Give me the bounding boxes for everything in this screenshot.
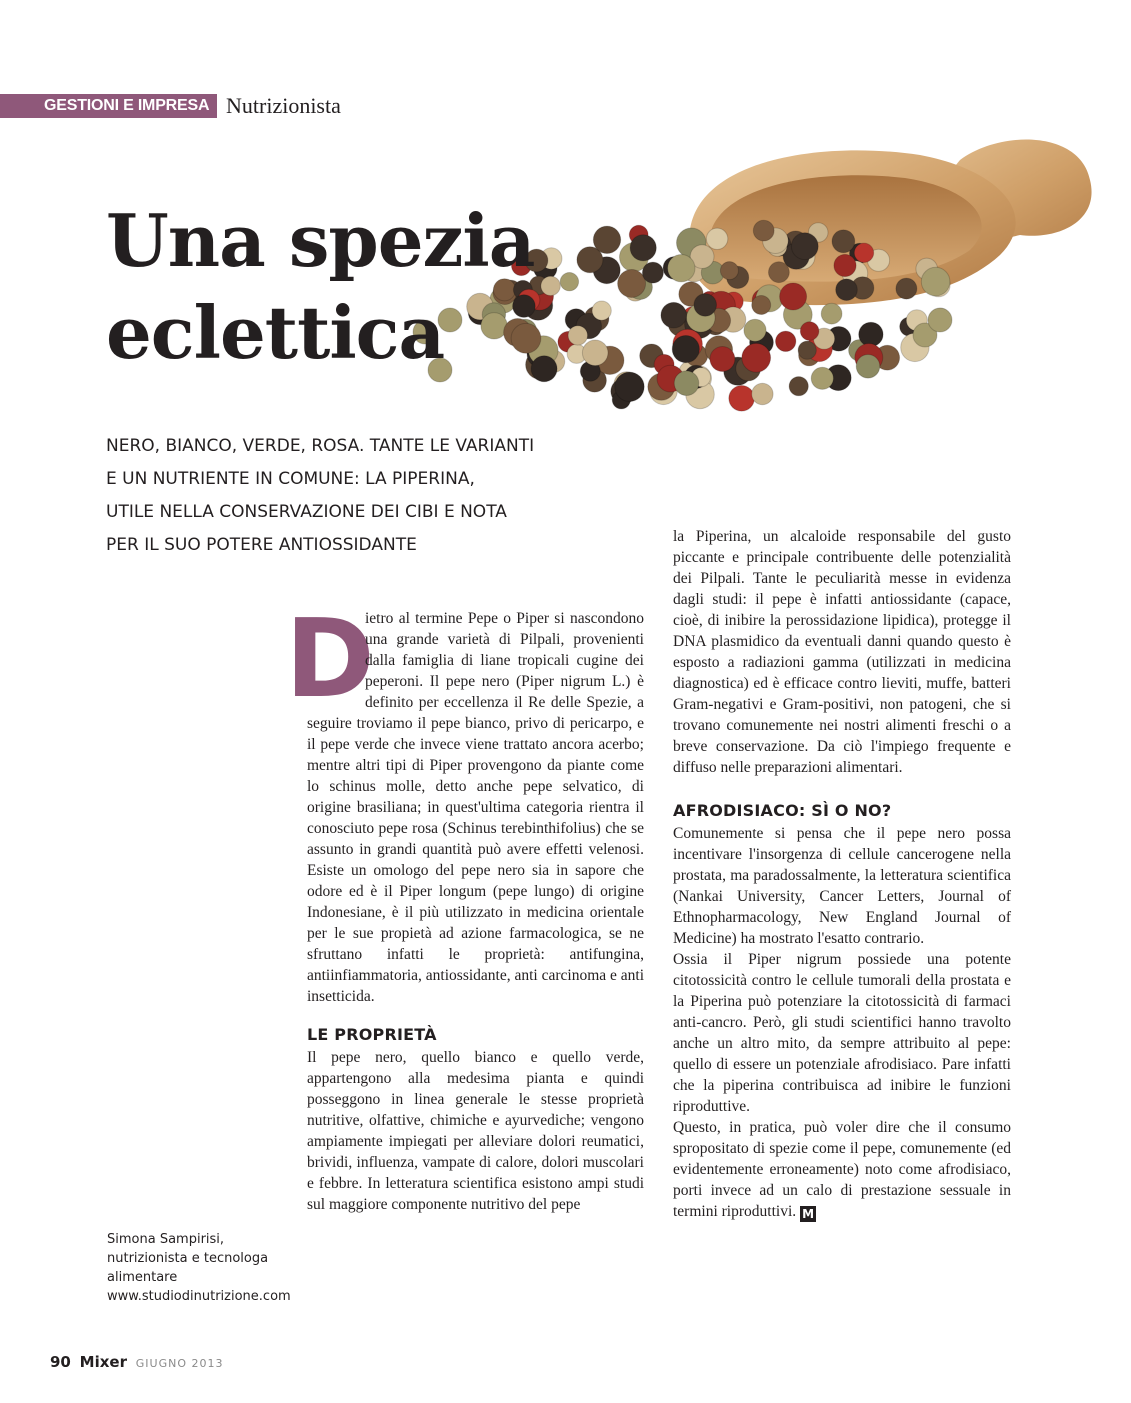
end-of-article-mark: M	[800, 1206, 816, 1222]
section-heading-properties: LE PROPRIETÀ	[307, 1025, 437, 1044]
paragraph-text: Questo, in pratica, può voler dire che il consumo spropositato di spezie come il pepe, comunemente (ed evidentemente erroneamente) noto come afrodisiaco, porti invece ad un calo di prestazione sessuale in termini riproduttivi.	[673, 1119, 1011, 1220]
body-paragraph: Comunemente si pensa che il pepe nero possa incentivare l'insorgenza di cellule cancerogene nella prostata, ma paradossalmente, la letteratura scientifica (Nankai University, Cancer Letters, Journal of Ethnopharmacology, New England Journal of Medicine) ha mostrato l'esatto contrario.	[673, 825, 1011, 947]
body-paragraph: Ossia il Piper nigrum possiede una potente citotossicità contro le cellule tumorali della prostata e la Piperina può potenziare la citotossicità di farmaci anti-cancro. Però, gli studi scientifici hanno travolto anche un altro mito, da sempre attribuito al pepe: quello di essere un potenziale afrodisiaco. Pare infatti che la piperina contribuisca ad inibire le funzioni riproduttive.	[673, 951, 1011, 1115]
body-paragraph: Il pepe nero, quello bianco e quello verde, appartengono alla medesima pianta e quindi posseggono in linea generale le stesse proprietà nutritive, olfattive, chimiche e ayurvediche; vengono ampiamente impiegati per alleviare dolori reumatici, brividi, influenza, vampate di calore, dolori muscolari e febbre. In letteratura scientifica esistono ampi studi sul maggiore componente nutritivo del pepe	[307, 1049, 644, 1213]
article-title-line: Una spezia	[106, 198, 535, 283]
subhead-line: NERO, BIANCO, VERDE, ROSA. TANTE LE VARIANTI	[106, 436, 535, 456]
body-paragraph	[285, 597, 645, 1007]
article-subhead	[106, 430, 576, 562]
paragraph-text: ietro al termine Pepe o Piper si nascondono una grande varietà di Pilpali, provenienti dalla famiglia di liane tropicali cugine dei peperoni. Il pepe nero (Piper nigrum L.) è definito per eccellenza il Re delle Spezie, a seguire troviamo il pepe bianco, privo di pericarpo, e il pepe verde che invece viene trattato ancora acerbo; mentre altri tipi di Piper provengono da piante come lo schinus molle, detto anche pepe selvatico, di origine brasiliana; in quest'ultima categoria rientra il conosciuto pepe rosa (Schinus terebinthifolius) che se assunto in grandi quantità può avere effetti velenosi. Esiste un omologo del pepe nero sia in sapore che odore ed è il Piper longum (pepe lungo) di origine Indonesiane, è il più utilizzato in medicina orientale per le sue propietà ad azione farmacologica, se ne sfruttano infatti le proprietà: antifungina, antiinfiammatoria, antiossidante, anti carcinoma e anti insetticida.	[307, 610, 645, 1005]
subhead-line: UTILE NELLA CONSERVAZIONE DEI CIBI E NOTA	[106, 502, 507, 522]
article-column-2	[673, 526, 1011, 1222]
author-website: www.studiodinutrizione.com	[107, 1289, 291, 1304]
subsection-label: Nutrizionista	[226, 93, 341, 118]
body-paragraph	[673, 1117, 1011, 1222]
section-heading-aphrodisiac: AFRODISIACO: SÌ O NO?	[673, 801, 892, 820]
author-role: alimentare	[107, 1270, 178, 1285]
section-label: GESTIONI E IMPRESA	[0, 94, 217, 118]
subhead-line: PER IL SUO POTERE ANTIOSSIDANTE	[106, 535, 417, 555]
author-credit	[107, 1230, 307, 1306]
author-role: nutrizionista e tecnologa	[107, 1251, 269, 1266]
magazine-name: Mixer	[79, 1353, 127, 1371]
page-number: 90	[50, 1353, 71, 1371]
page-footer	[50, 1352, 224, 1374]
article-title-line: eclettica	[106, 290, 445, 375]
issue-date: GIUGNO 2013	[135, 1357, 224, 1370]
drop-cap: D	[285, 597, 375, 722]
article-column-1	[285, 597, 645, 1215]
body-paragraph: la Piperina, un alcaloide responsabile del gusto piccante e principale contribuente delle potenzialità dei Pilpali. Tante le peculiarità messe in evidenza dagli studi: il pepe è infatti antiossidante (capace, cioè, di inibire la perossidazione lipidica), protegge il DNA plasmidico da eventuali danni quando questo è esposto a radiazioni gamma (utilizzati in medicina diagnostica) ed è efficace contro lieviti, muffe, batteri Gram-negativi e Gram-positivi, non patogeni, che si trovano comunemente nei nostri alimenti freschi o a breve conservazione. Da ciò l'impiego frequente e diffuso nelle preparazioni alimentari.	[673, 528, 1011, 776]
author-name: Simona Sampirisi,	[107, 1232, 225, 1247]
subhead-line: E UN NUTRIENTE IN COMUNE: LA PIPERINA,	[106, 469, 475, 489]
article-title	[106, 195, 534, 379]
